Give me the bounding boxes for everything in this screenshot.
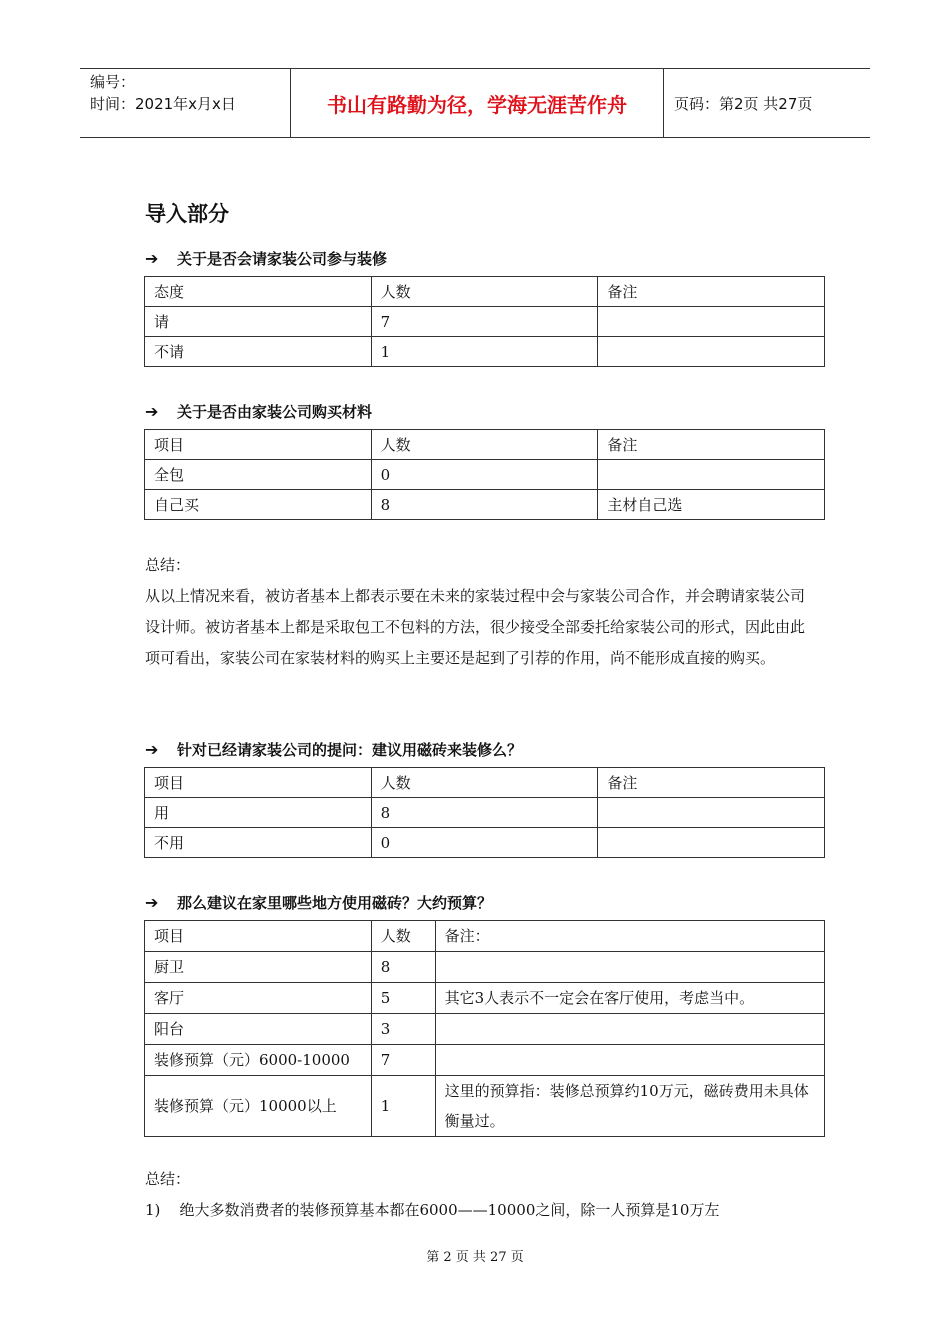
- table-row: [145, 1076, 825, 1137]
- table-cell: [598, 307, 825, 337]
- table-row: [145, 1045, 825, 1076]
- table-row: [145, 1014, 825, 1045]
- arrow-icon: ➔: [145, 249, 159, 268]
- header-cell: 备注：: [435, 921, 824, 952]
- table-cell: 全包: [145, 460, 372, 490]
- table-4: [144, 920, 825, 1137]
- date-label: 时间：2021年x月x日: [90, 95, 236, 113]
- header-motto: 书山有路勤为径，学海无涯苦作舟: [291, 69, 664, 137]
- table-row: [145, 307, 825, 337]
- table-row: [145, 798, 825, 828]
- table-cell: [598, 337, 825, 367]
- table-cell: 3: [371, 1014, 435, 1045]
- table-row: [145, 828, 825, 858]
- table-cell: 不用: [145, 828, 372, 858]
- code-label: 编号：: [90, 73, 136, 91]
- table-cell: 7: [371, 1045, 435, 1076]
- question-2: [145, 401, 372, 422]
- section-title: 导入部分: [145, 202, 229, 226]
- table-cell: 主材自己选: [598, 490, 825, 520]
- summary-2-item-1: 1) 绝大多数消费者的装修预算基本都在6000——10000之间，除一人预算是10万左: [145, 1201, 720, 1219]
- table-cell: [598, 460, 825, 490]
- table-cell: 0: [371, 460, 598, 490]
- table-cell: 装修预算（元）6000-10000: [145, 1045, 372, 1076]
- arrow-icon: ➔: [145, 893, 159, 912]
- question-1-title: 关于是否会请家装公司参与装修: [177, 250, 388, 268]
- table-row: [145, 490, 825, 520]
- table-cell: 其它3人表示不一定会在客厅使用，考虑当中。: [435, 983, 824, 1014]
- table-cell: 1: [371, 337, 598, 367]
- question-3-title: 针对已经请家装公司的提问：建议用磁砖来装修么？: [177, 741, 523, 759]
- table-cell: 厨卫: [145, 952, 372, 983]
- table-cell: 5: [371, 983, 435, 1014]
- header-cell: 备注: [598, 430, 825, 460]
- page-footer: 第 2 页 共 27 页: [426, 1250, 524, 1265]
- header-cell: 人数: [371, 768, 598, 798]
- table-cell: 这里的预算指：装修总预算约10万元，磁砖费用未具体衡量过。: [435, 1076, 824, 1137]
- table-row: [145, 337, 825, 367]
- header-cell: 项目: [145, 921, 372, 952]
- summary-2: [145, 1164, 825, 1226]
- table-cell: [435, 952, 824, 983]
- table-cell: 8: [371, 798, 598, 828]
- summary-1-text: 从以上情况来看，被访者基本上都表示要在未来的家装过程中会与家装公司合作，并会聘请家装公司设计师。被访者基本上都是采取包工不包料的方法，很少接受全部委托给家装公司的形式，因此由此项可看出，家装公司在家装材料的购买上主要还是起到了引荐的作用，尚不能形成直接的购买。: [145, 587, 806, 667]
- table-cell: 客厅: [145, 983, 372, 1014]
- table-row: [145, 460, 825, 490]
- table-cell: [598, 798, 825, 828]
- question-4: [145, 892, 492, 913]
- table-cell: 用: [145, 798, 372, 828]
- summary-2-label: 总结：: [145, 1170, 191, 1188]
- table-cell: 请: [145, 307, 372, 337]
- header-cell: 人数: [371, 430, 598, 460]
- table-cell: 装修预算（元）10000以上: [145, 1076, 372, 1137]
- table-cell: [435, 1014, 824, 1045]
- table-cell: [435, 1045, 824, 1076]
- table-cell: 阳台: [145, 1014, 372, 1045]
- summary-1: [145, 550, 817, 674]
- table-cell: 不请: [145, 337, 372, 367]
- table-cell: 1: [371, 1076, 435, 1137]
- header-cell: 人数: [371, 921, 435, 952]
- page-header: [80, 68, 870, 138]
- header-cell: 项目: [145, 768, 372, 798]
- header-cell: 人数: [371, 277, 598, 307]
- question-4-title: 那么建议在家里哪些地方使用磁砖？大约预算？: [177, 894, 493, 912]
- question-3: [145, 739, 522, 760]
- summary-1-label: 总结：: [145, 556, 191, 574]
- table-cell: 自己买: [145, 490, 372, 520]
- table-2: [144, 429, 825, 520]
- question-1: [145, 248, 387, 269]
- table-header-row: [145, 430, 825, 460]
- header-cell: 项目: [145, 430, 372, 460]
- table-header-row: [145, 277, 825, 307]
- table-row: [145, 952, 825, 983]
- table-header-row: [145, 921, 825, 952]
- header-cell: 态度: [145, 277, 372, 307]
- table-cell: 8: [371, 952, 435, 983]
- table-1: [144, 276, 825, 367]
- arrow-icon: ➔: [145, 402, 159, 421]
- table-cell: 8: [371, 490, 598, 520]
- question-2-title: 关于是否由家装公司购买材料: [177, 403, 373, 421]
- table-row: [145, 983, 825, 1014]
- header-cell: 备注: [598, 277, 825, 307]
- table-cell: [598, 828, 825, 858]
- header-cell: 备注: [598, 768, 825, 798]
- table-header-row: [145, 768, 825, 798]
- table-cell: 0: [371, 828, 598, 858]
- table-cell: 7: [371, 307, 598, 337]
- table-3: [144, 767, 825, 858]
- header-page-code: 页码：第2页 共27页: [674, 94, 813, 113]
- arrow-icon: ➔: [145, 740, 159, 759]
- header-meta: [80, 69, 291, 137]
